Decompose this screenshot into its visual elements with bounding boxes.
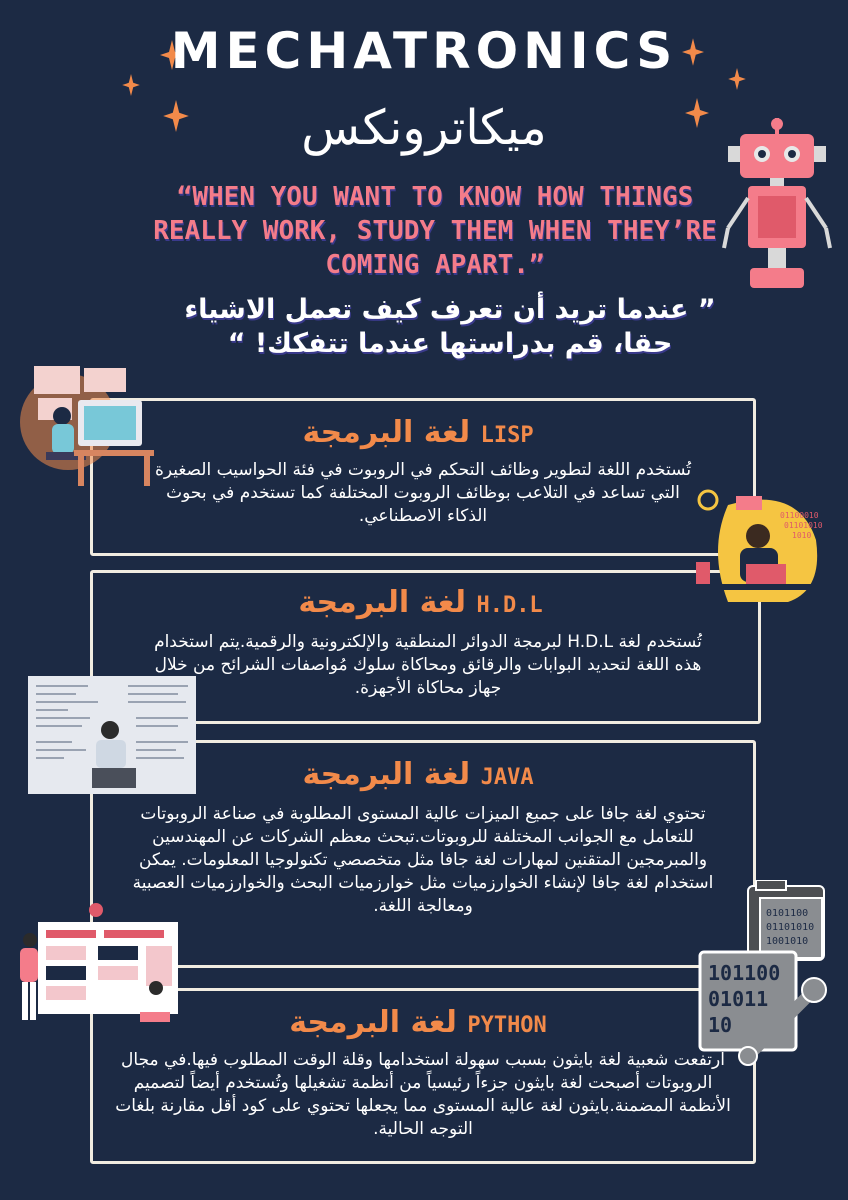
team-board-illustration xyxy=(8,900,198,1030)
code-line: 1010 xyxy=(792,531,812,540)
section-body: ارتفعت شعبية لغة بايثون بسبب سهولة استخدامها وقلة الوقت المطلوب فيها.في مجال الروبوتات أصبحت لغة بايثون جزءاً رئيسياً من أنظمة تشغيلها وتُستخدم أيضاً لتصميم الأنظمة المضمنة.بايثون لغة عالية المستوى مما يجعلها تحتوي على كود أقل مقارنة بلغات التوجه الحالية. xyxy=(115,1050,731,1139)
code-line: 01100010 xyxy=(780,511,819,520)
quote-arabic: ” عندما تريد أن تعرف كيف تعمل الاشياء حقا، قم بدراستها عندما تتفكك! “ xyxy=(184,294,716,359)
binary-line: 01011 xyxy=(708,987,769,1011)
section-title-language: LISP xyxy=(480,423,534,448)
section-body: تُستخدم لغة H.D.L لبرمجة الدوائر المنطقية والإلكترونية والرقمية.يتم استخدام هذه اللغة لتحديد البوابات والرقائق ومحاكاة سلوك مُواصفات الشرائح من خلال جهاز محاكاة الأجهزة. xyxy=(154,632,702,698)
page-title: MECHATRONICS xyxy=(170,22,678,80)
binary-line: 0101100 xyxy=(766,908,809,919)
quote-english: “WHEN YOU WANT TO KNOW HOW THINGS REALLY WORK, STUDY THEM WHEN THEY’RE COMING APART.” xyxy=(153,182,717,280)
binary-wrench-icon xyxy=(698,950,828,1066)
section-title-language: H.D.L xyxy=(476,593,543,618)
developer-desk-illustration xyxy=(18,360,158,490)
section-title-arabic: لغة البرمجة xyxy=(298,585,466,620)
binary-line: 1001010 xyxy=(766,936,809,947)
binary-line: 10 xyxy=(708,1013,733,1037)
code-screen-illustration xyxy=(28,676,196,794)
section-body: تحتوي لغة جافا على جميع الميزات عالية المستوى المطلوبة في صناعة الروبوتات للتعامل مع الجوانب المختلفة للروبوتات.تبحث معظم الشركات عن المهندسين والمبرمجين المتقنين لمهارات لغة جافا مثل متخصصي تكنولوجيا المعلومات. يمكن استخدام لغة جافا لإنشاء الخوارزميات مثل خوارزميات البحث والخوارزميات العصبية ومعالجة اللغة. xyxy=(132,804,714,916)
section-lisp xyxy=(90,398,756,556)
coder-laptop-illustration xyxy=(688,480,828,610)
section-body: تُستخدم اللغة لتطوير وظائف التحكم في الروبوت في فئة الحواسيب الصغيرة التي تساعد في التلاعب بوظائف الروبوت المختلفة كما تستخدم في بحوث الذكاء الاصطناعي. xyxy=(154,460,692,526)
section-title xyxy=(93,585,758,620)
section-title-arabic: لغة البرمجة xyxy=(302,415,471,450)
binary-line: 01101010 xyxy=(766,922,815,933)
section-title-language: JAVA xyxy=(480,765,534,790)
binary-line: 101100 xyxy=(708,961,781,985)
section-title-arabic: لغة البرمجة xyxy=(302,757,471,792)
section-title-language: PYTHON xyxy=(467,1013,547,1038)
code-line: 01101010 xyxy=(784,521,823,530)
section-title-arabic: لغة البرمجة xyxy=(289,1005,457,1040)
robot-illustration xyxy=(720,118,835,293)
section-title xyxy=(93,415,753,450)
page-title-arabic: ميكاترونكس xyxy=(301,100,547,156)
